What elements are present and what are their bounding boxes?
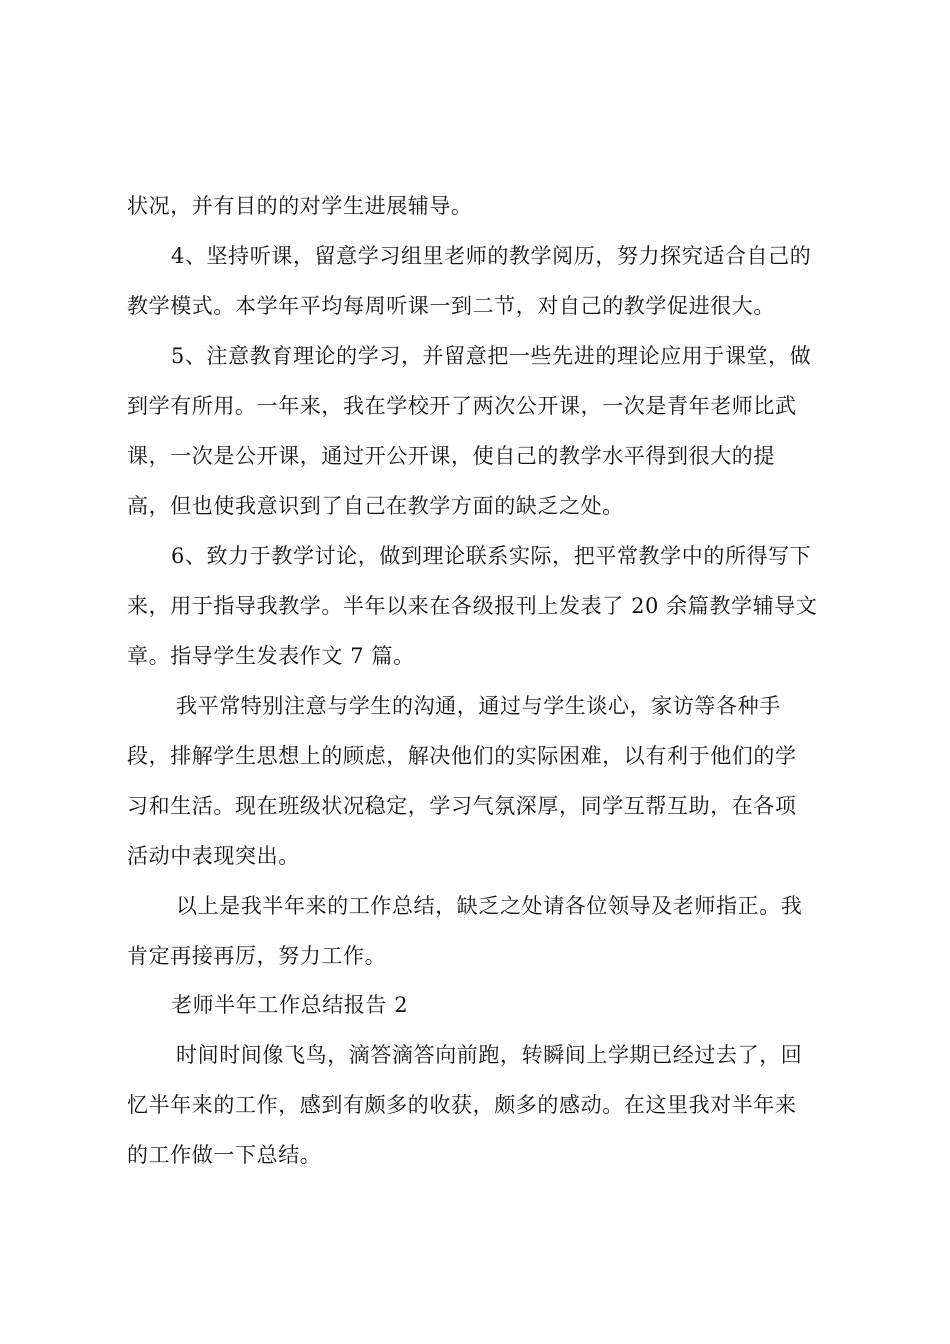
text-line: 状况，并有目的的对学生进展辅导。	[127, 194, 473, 218]
paragraph-communication-line-3: 习和生活。现在班级状况稳定，学习气氛深厚，同学互帮互助，在各项	[127, 794, 797, 818]
paragraph-conclusion-line-2: 肯定再接再厉，努力工作。	[127, 944, 387, 968]
paragraph-communication-line-2: 段，排解学生思想上的顾虑，解决他们的实际困难，以有利于他们的学	[127, 744, 797, 768]
paragraph-conclusion-line-1: 以上是我半年来的工作总结，缺乏之处请各位领导及老师指正。我	[176, 894, 803, 918]
paragraph-6-line-3: 章。指导学生发表作文 7 篇。	[127, 644, 415, 668]
paragraph-4-line-2: 教学模式。本学年平均每周听课一到二节，对自己的教学促进很大。	[127, 294, 775, 318]
paragraph-6-line-1: 6、致力于教学讨论，做到理论联系实际，把平常教学中的所得写下	[171, 544, 812, 568]
paragraph-communication-line-1: 我平常特别注意与学生的沟通，通过与学生谈心，家访等各种手	[176, 694, 781, 718]
paragraph-6-line-2: 来，用于指导我教学。半年以来在各级报刊上发表了 20 余篇教学辅导文	[127, 594, 818, 618]
paragraph-communication-line-4: 活动中表现突出。	[127, 844, 300, 868]
paragraph-5-line-4: 高，但也使我意识到了自己在教学方面的缺乏之处。	[127, 494, 624, 518]
paragraph-5-line-2: 到学有所用。一年来，我在学校开了两次公开课，一次是青年老师比武	[127, 394, 797, 418]
paragraph-report2-line-1: 时间时间像飞鸟，滴答滴答向前跑，转瞬间上学期已经过去了，回	[176, 1043, 803, 1067]
section-heading: 老师半年工作总结报告 2	[171, 993, 409, 1017]
paragraph-4-line-1: 4、坚持听课，留意学习组里老师的教学阅历，努力探究适合自己的	[171, 244, 812, 268]
paragraph-report2-line-3: 的工作做一下总结。	[127, 1143, 322, 1167]
paragraph-5-line-3: 课，一次是公开课，通过开公开课，使自己的教学水平得到很大的提	[127, 444, 775, 468]
paragraph-report2-line-2: 忆半年来的工作，感到有颇多的收获，颇多的感动。在这里我对半年来	[127, 1093, 797, 1117]
paragraph-5-line-1: 5、注意教育理论的学习，并留意把一些先进的理论应用于课堂，做	[171, 344, 812, 368]
